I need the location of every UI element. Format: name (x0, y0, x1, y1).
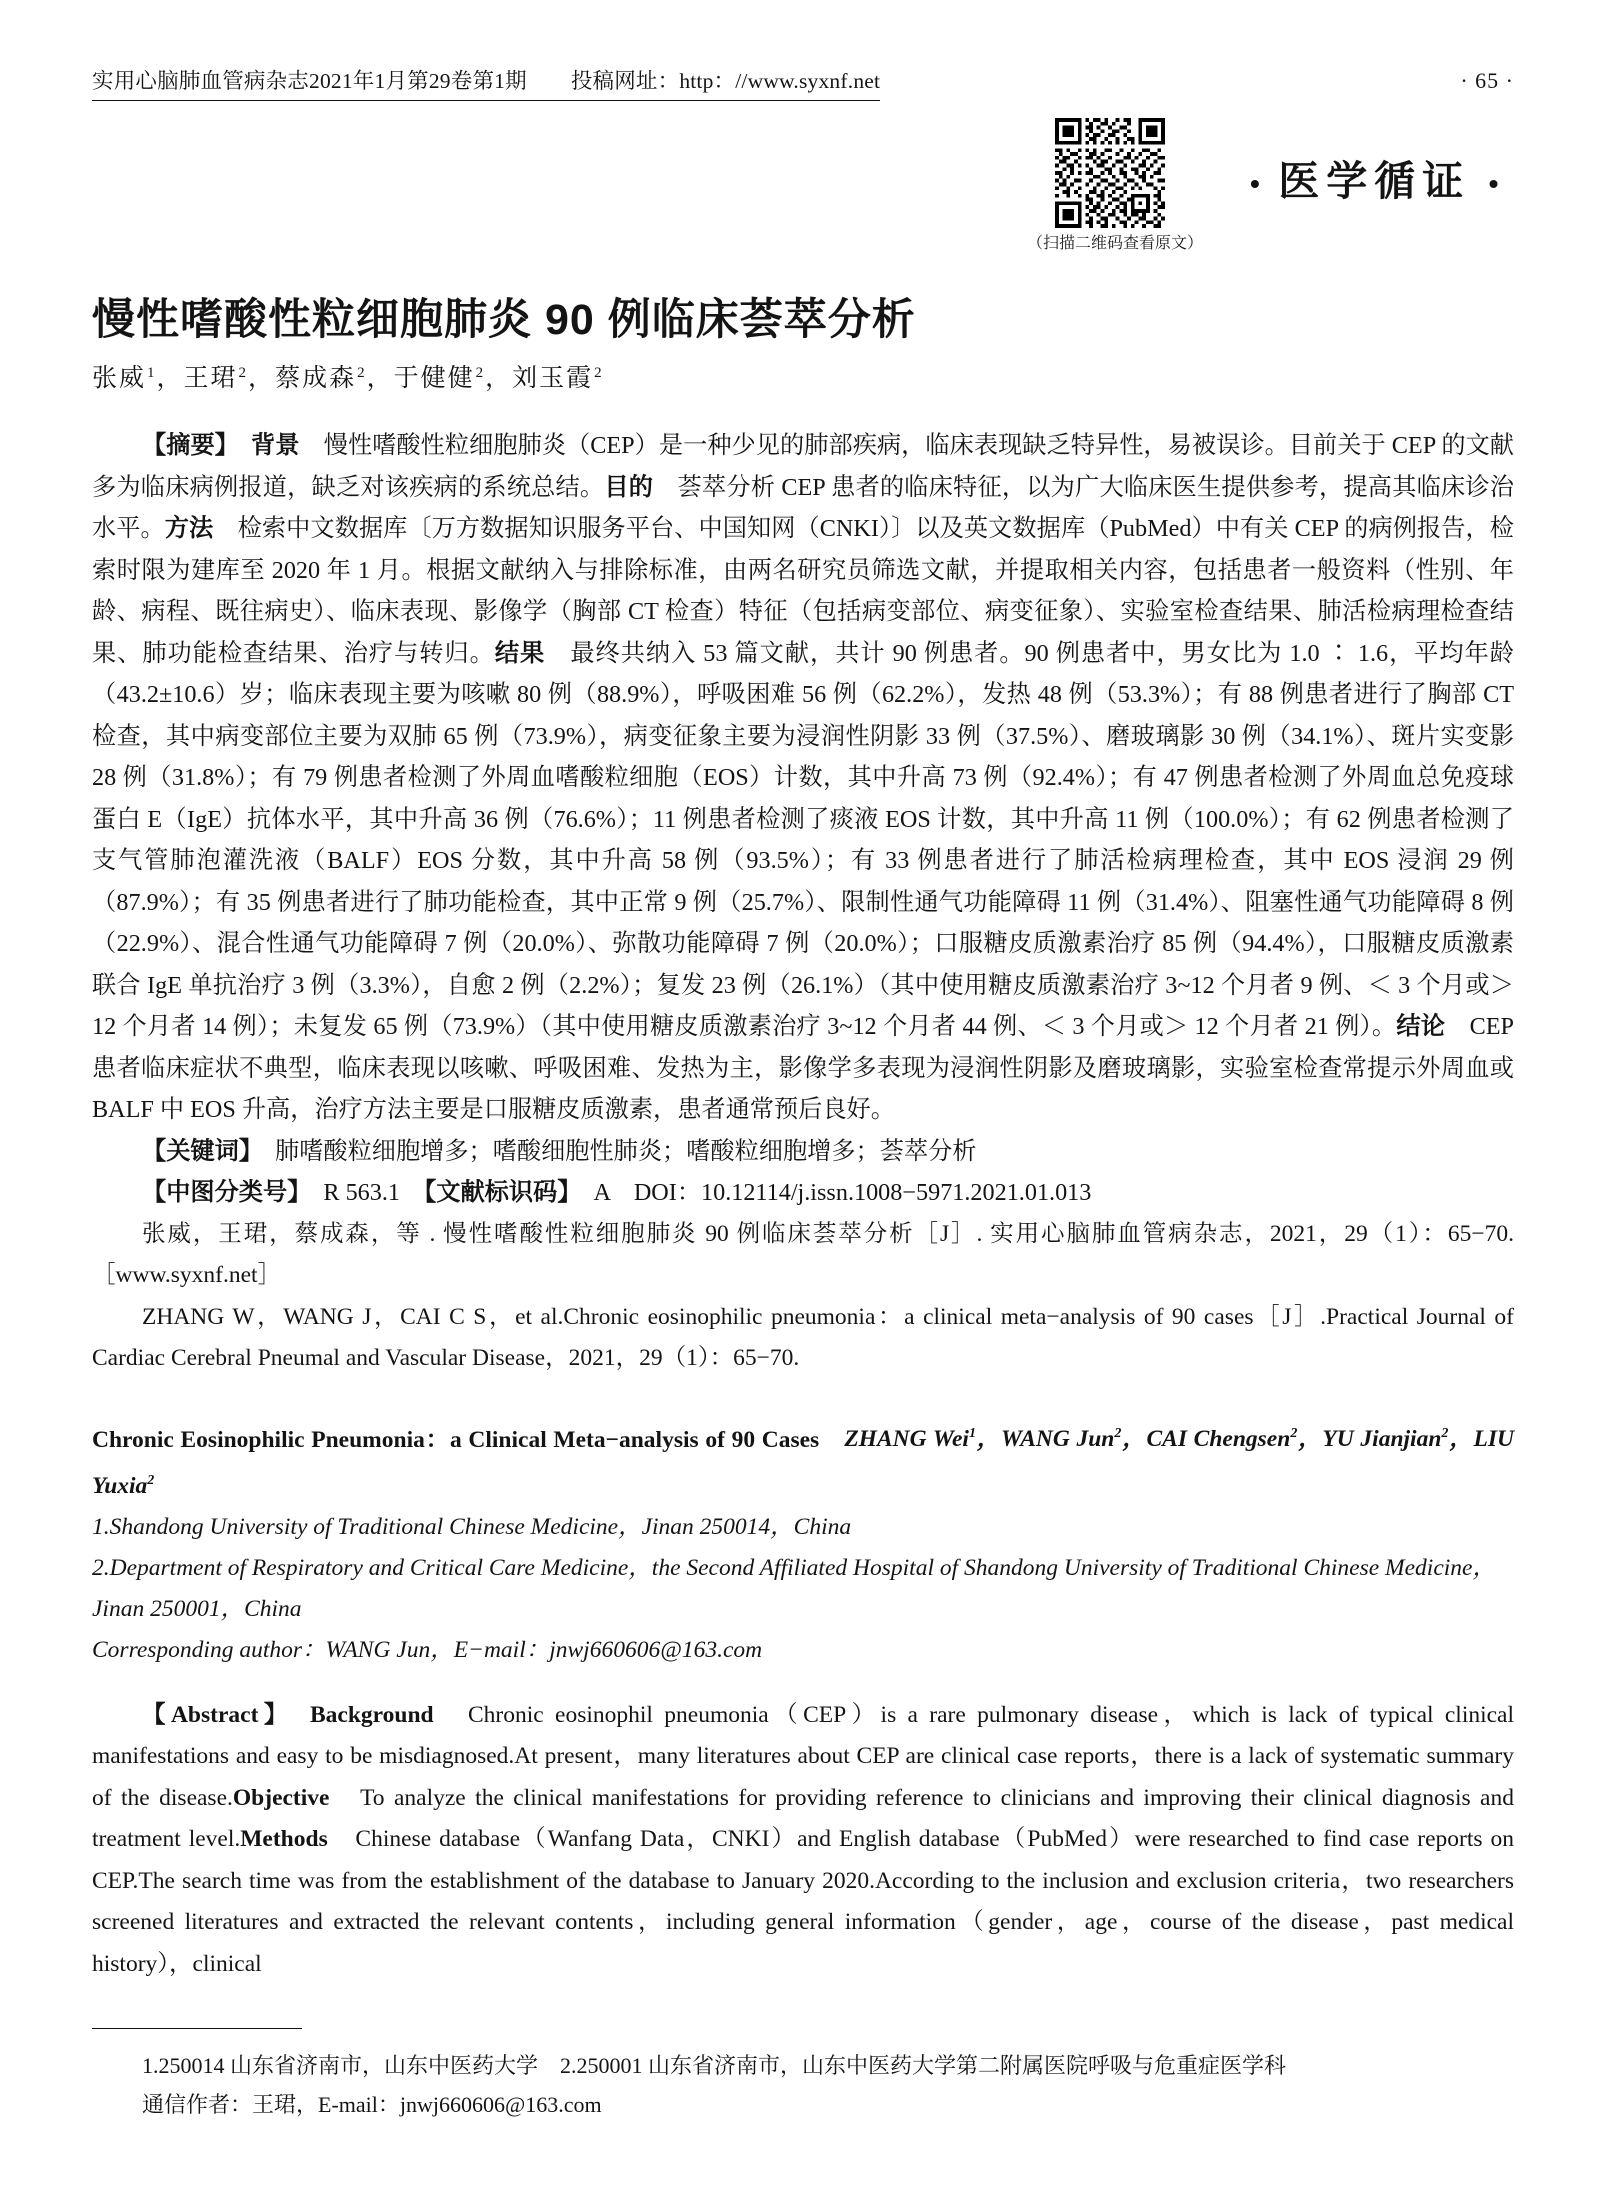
abstract-section-text: 检索中文数据库〔万方数据知识服务平台、中国知网（CNKI）〕以及英文数据库（PubMed）中有关 CEP 的病例报告，检索时限为建库至 2020 年 1 月。根据文献纳入与排除标准，由两名研究员筛选文献，并提取相关内容，包括患者一般资料（性别、年龄、病程、既往病史）、临床表现、影像学（胸部 CT 检查）特征（包括病变部位、病变征象）、实验室检查结果、肺活检病理检查结果、肺功能检查结果、治疗与转归。 (92, 515, 1514, 667)
clc-label: 【中图分类号】 (142, 1179, 300, 1206)
article-title-en-text: Chronic Eosinophilic Pneumonia：a Clinical Meta−analysis of 90 Cases (92, 1426, 820, 1453)
abstract-section-text: To analyze the clinical manifestations for providing reference to clinicians and improving their clinical diagnosis and treatment level. (92, 1784, 1514, 1853)
author-name: WANG Jun (1001, 1426, 1115, 1453)
author-name: ZHANG Wei (844, 1426, 969, 1453)
footnote-corresponding: 通信作者：王珺，E-mail：jnwj660606@163.com (142, 2092, 602, 2117)
author-separator: ， (485, 365, 513, 392)
abstract-section-text: 慢性嗜酸性粒细胞肺炎（CEP）是一种少见的肺部疾病，临床表现缺乏特异性，易被误诊。目前关于 CEP 的文献多为临床病例报道，缺乏对该疾病的系统总结。 (92, 432, 1514, 501)
abstract-section-label: Background (309, 1701, 434, 1728)
abstract-section-text: 荟萃分析 CEP 患者的临床特征，以为广大临床医生提供参考，提高其临床诊治水平。 (92, 473, 1514, 542)
author-name: YU Jianjian (1322, 1426, 1442, 1453)
author-affiliation-marker: 1 (968, 1426, 976, 1442)
footnote-affiliations: 1.250014 山东省济南市，山东中医药大学 2.250001 山东省济南市，山东中医药大学第二附属医院呼吸与危重症医学科 (142, 2053, 1287, 2078)
author-affiliation-marker: 1 (147, 364, 157, 381)
abstract-cn-label: 【摘要】 (142, 432, 227, 459)
article-title-cn: 慢性嗜酸性粒细胞肺炎 90 例临床荟萃分析 (92, 295, 916, 344)
author-affiliation-marker: 2 (1290, 1426, 1298, 1442)
corresponding-author-en: Corresponding author：WANG Jun，E−mail：jnwj660606@163.com (92, 1637, 763, 1664)
english-block (92, 1414, 1514, 1986)
author-name: 于健健 (393, 365, 475, 392)
abstract-section-label: 背景 (251, 432, 300, 459)
author-affiliation-marker: 2 (147, 1473, 155, 1489)
author-name: CAI Chengsen (1146, 1426, 1291, 1453)
author-separator: ， (366, 365, 394, 392)
affiliation-2: 2.Department of Respiratory and Critical Care Medicine，the Second Affiliated Hospital of Shandong University of Traditional Chinese Medicine，Jinan 250001，China (92, 1555, 1496, 1623)
qr-code[interactable] (1055, 118, 1165, 228)
abstract-section-label: 目的 (604, 473, 654, 501)
author-name: LIU Yuxia (92, 1426, 1514, 1500)
author-affiliation-marker: 2 (594, 364, 604, 381)
author-separator: ， (1121, 1426, 1147, 1453)
author-separator: ， (975, 1426, 1002, 1453)
author-separator: ， (1297, 1426, 1323, 1453)
author-name: 刘玉霞 (512, 365, 594, 392)
running-head (92, 64, 1514, 101)
abstract-section-text: 最终共纳入 53 篇文献，共计 90 例患者。90 例患者中，男女比为 1.0 ∶ 1.6，平均年龄（43.2±10.6）岁；临床表现主要为咳嗽 80 例（88.9%），呼吸困难 56 例（62.2%），发热 48 例（53.3%）；有 88 例患者进行了胸部 CT 检查，其中病变部位主要为双肺 65 例（73.9%），病变征象主要为浸润性阴影 33 例（37.5%）、磨玻璃影 30 例（34.1%）、斑片实变影 28 例（31.8%）；有 79 例患者检测了外周血嗜酸粒细胞（EOS）计数，其中升高 73 例（92.4%）；有 47 例患者检测了外周血总免疫球蛋白 E（IgE）抗体水平，其中升高 36 例（76.6%）；11 例患者检测了痰液 EOS 计数，其中升高 11 例（100.0%）；有 62 例患者检测了支气管肺泡灌洗液（BALF）EOS 分数，其中升高 58 例（93.5%）；有 33 例患者进行了肺活检病理检查，其中 EOS 浸润 29 例（87.9%）；有 35 例患者进行了肺功能检查，其中正常 9 例（25.7%）、限制性通气功能障碍 11 例（31.4%）、阻塞性通气功能障碍 8 例（22.9%）、混合性通气功能障碍 7 例（20.0%）、弥散功能障碍 7 例（20.0%）；口服糖皮质激素治疗 85 例（94.4%），口服糖皮质激素联合 IgE 单抗治疗 3 例（3.3%），自愈 2 例（2.2%）；复发 23 例（26.1%）（其中使用糖皮质激素治疗 3~12 个月者 9 例、＜ 3 个月或＞ 12 个月者 14 例）；未复发 65 例（73.9%）（其中使用糖皮质激素治疗 3~12 个月者 44 例、＜ 3 个月或＞ 12 个月者 21 例）。 (92, 639, 1514, 1040)
author-affiliation-marker: 2 (475, 364, 486, 381)
article-title-en (92, 1414, 1514, 1508)
running-head-underlined (92, 64, 880, 101)
affiliation-1: 1.Shandong University of Traditional Chinese Medicine，Jinan 250014，China (92, 1514, 852, 1541)
author-name: 王珺 (183, 365, 238, 392)
abstract-cn (92, 425, 1514, 1131)
citation-en: ZHANG W，WANG J，CAI C S，et al.Chronic eosinophilic pneumonia：a clinical meta−analysis of 90 cases［J］.Practical Journal of Cardiac Cerebral Pneumal and Vascular Disease，2021，29（1）：65−70. (92, 1303, 1514, 1371)
abstract-section-text: Chronic eosinophil pneumonia（CEP）is a rare pulmonary disease，which is lack of typical clinical manifestations and easy to be misdiagnosed.At present，many literatures about CEP are clinical case reports，there is a lack of systematic summary of the disease. (92, 1701, 1515, 1811)
author-name: 张威 (92, 365, 147, 392)
section-badge-label: 医学循证 (1278, 158, 1471, 204)
classification-line (92, 1172, 1514, 1214)
author-affiliation-marker: 2 (357, 364, 367, 381)
bullet-left-icon: • (1250, 168, 1260, 200)
author-separator: ， (1448, 1426, 1474, 1453)
author-affiliation-marker: 2 (238, 364, 249, 381)
submission-url-text: 投稿网址：http：//www.syxnf.net (570, 69, 881, 93)
keywords-cn-value: 肺嗜酸粒细胞增多；嗜酸细胞性肺炎；嗜酸粒细胞增多；荟萃分析 (250, 1137, 977, 1165)
keywords-cn-label: 【关键词】 (142, 1137, 251, 1165)
abstract-cn-gap (227, 432, 251, 459)
abstract-section-label: Objective (232, 1784, 330, 1811)
author-separator: ， (248, 365, 276, 392)
footnote-block (92, 2046, 1392, 2124)
abstract-section-label: 方法 (164, 515, 214, 542)
abstract-en (92, 1695, 1514, 1986)
qr-and-badge-block (1000, 118, 1520, 252)
abstract-section-label: Methods (240, 1826, 328, 1853)
keywords-cn (92, 1131, 1514, 1173)
author-affiliation-marker: 2 (1114, 1426, 1122, 1442)
author-separator: ， (156, 365, 184, 392)
abstract-en-label: 【Abstract】 (142, 1701, 282, 1728)
bullet-right-icon: • (1488, 168, 1499, 200)
section-badge (1250, 148, 1498, 207)
document-code-value: A DOI：10.12114/j.issn.1008−5971.2021.01.013 (569, 1179, 1092, 1206)
citation-cn: 张威，王珺，蔡成森，等 . 慢性嗜酸性粒细胞肺炎 90 例临床荟萃分析［J］. 实用心脑肺血管病杂志，2021，29（1）：65−70.［www.syxnf.net］ (92, 1220, 1514, 1288)
author-list-cn (92, 358, 1422, 394)
abstract-section-text: CEP 患者临床症状不典型，临床表现以咳嗽、呼吸困难、发热为主，影像学多表现为浸润性阴影及磨玻璃影，实验室检查常提示外周血或 BALF 中 EOS 升高，治疗方法主要是口服糖皮质激素，患者通常预后良好。 (92, 1013, 1514, 1123)
en-title-gap (819, 1426, 844, 1452)
abstract-section-label: 结果 (494, 639, 546, 667)
footnote-rule (92, 2028, 302, 2029)
page-number: · 65 · (1460, 68, 1514, 93)
qr-code-caption: （扫描二维码查看原文） (1026, 235, 1203, 252)
author-affiliation-marker: 2 (1441, 1426, 1449, 1442)
author-name: 蔡成森 (275, 365, 357, 392)
abstract-en-gap (281, 1702, 310, 1728)
abstract-section-text: Chinese database（Wanfang Data，CNKI）and English database（PubMed）were researched to find case reports on CEP.The search time was from the establishment of the database to January 2020.According to the inclusion and exclusion criteria，two researchers screened literatures and extracted the relevant contents，including general information（gender，age，course of the disease，past medical history），clinical (92, 1826, 1514, 1977)
abstract-section-label: 结论 (1396, 1013, 1446, 1040)
article-body (92, 425, 1514, 2009)
journal-issue-text: 实用心脑肺血管病杂志2021年1月第29卷第1期 (92, 69, 527, 93)
clc-value: R 563.1 (299, 1179, 425, 1206)
document-code-label: 【文献标识码】 (424, 1179, 570, 1206)
